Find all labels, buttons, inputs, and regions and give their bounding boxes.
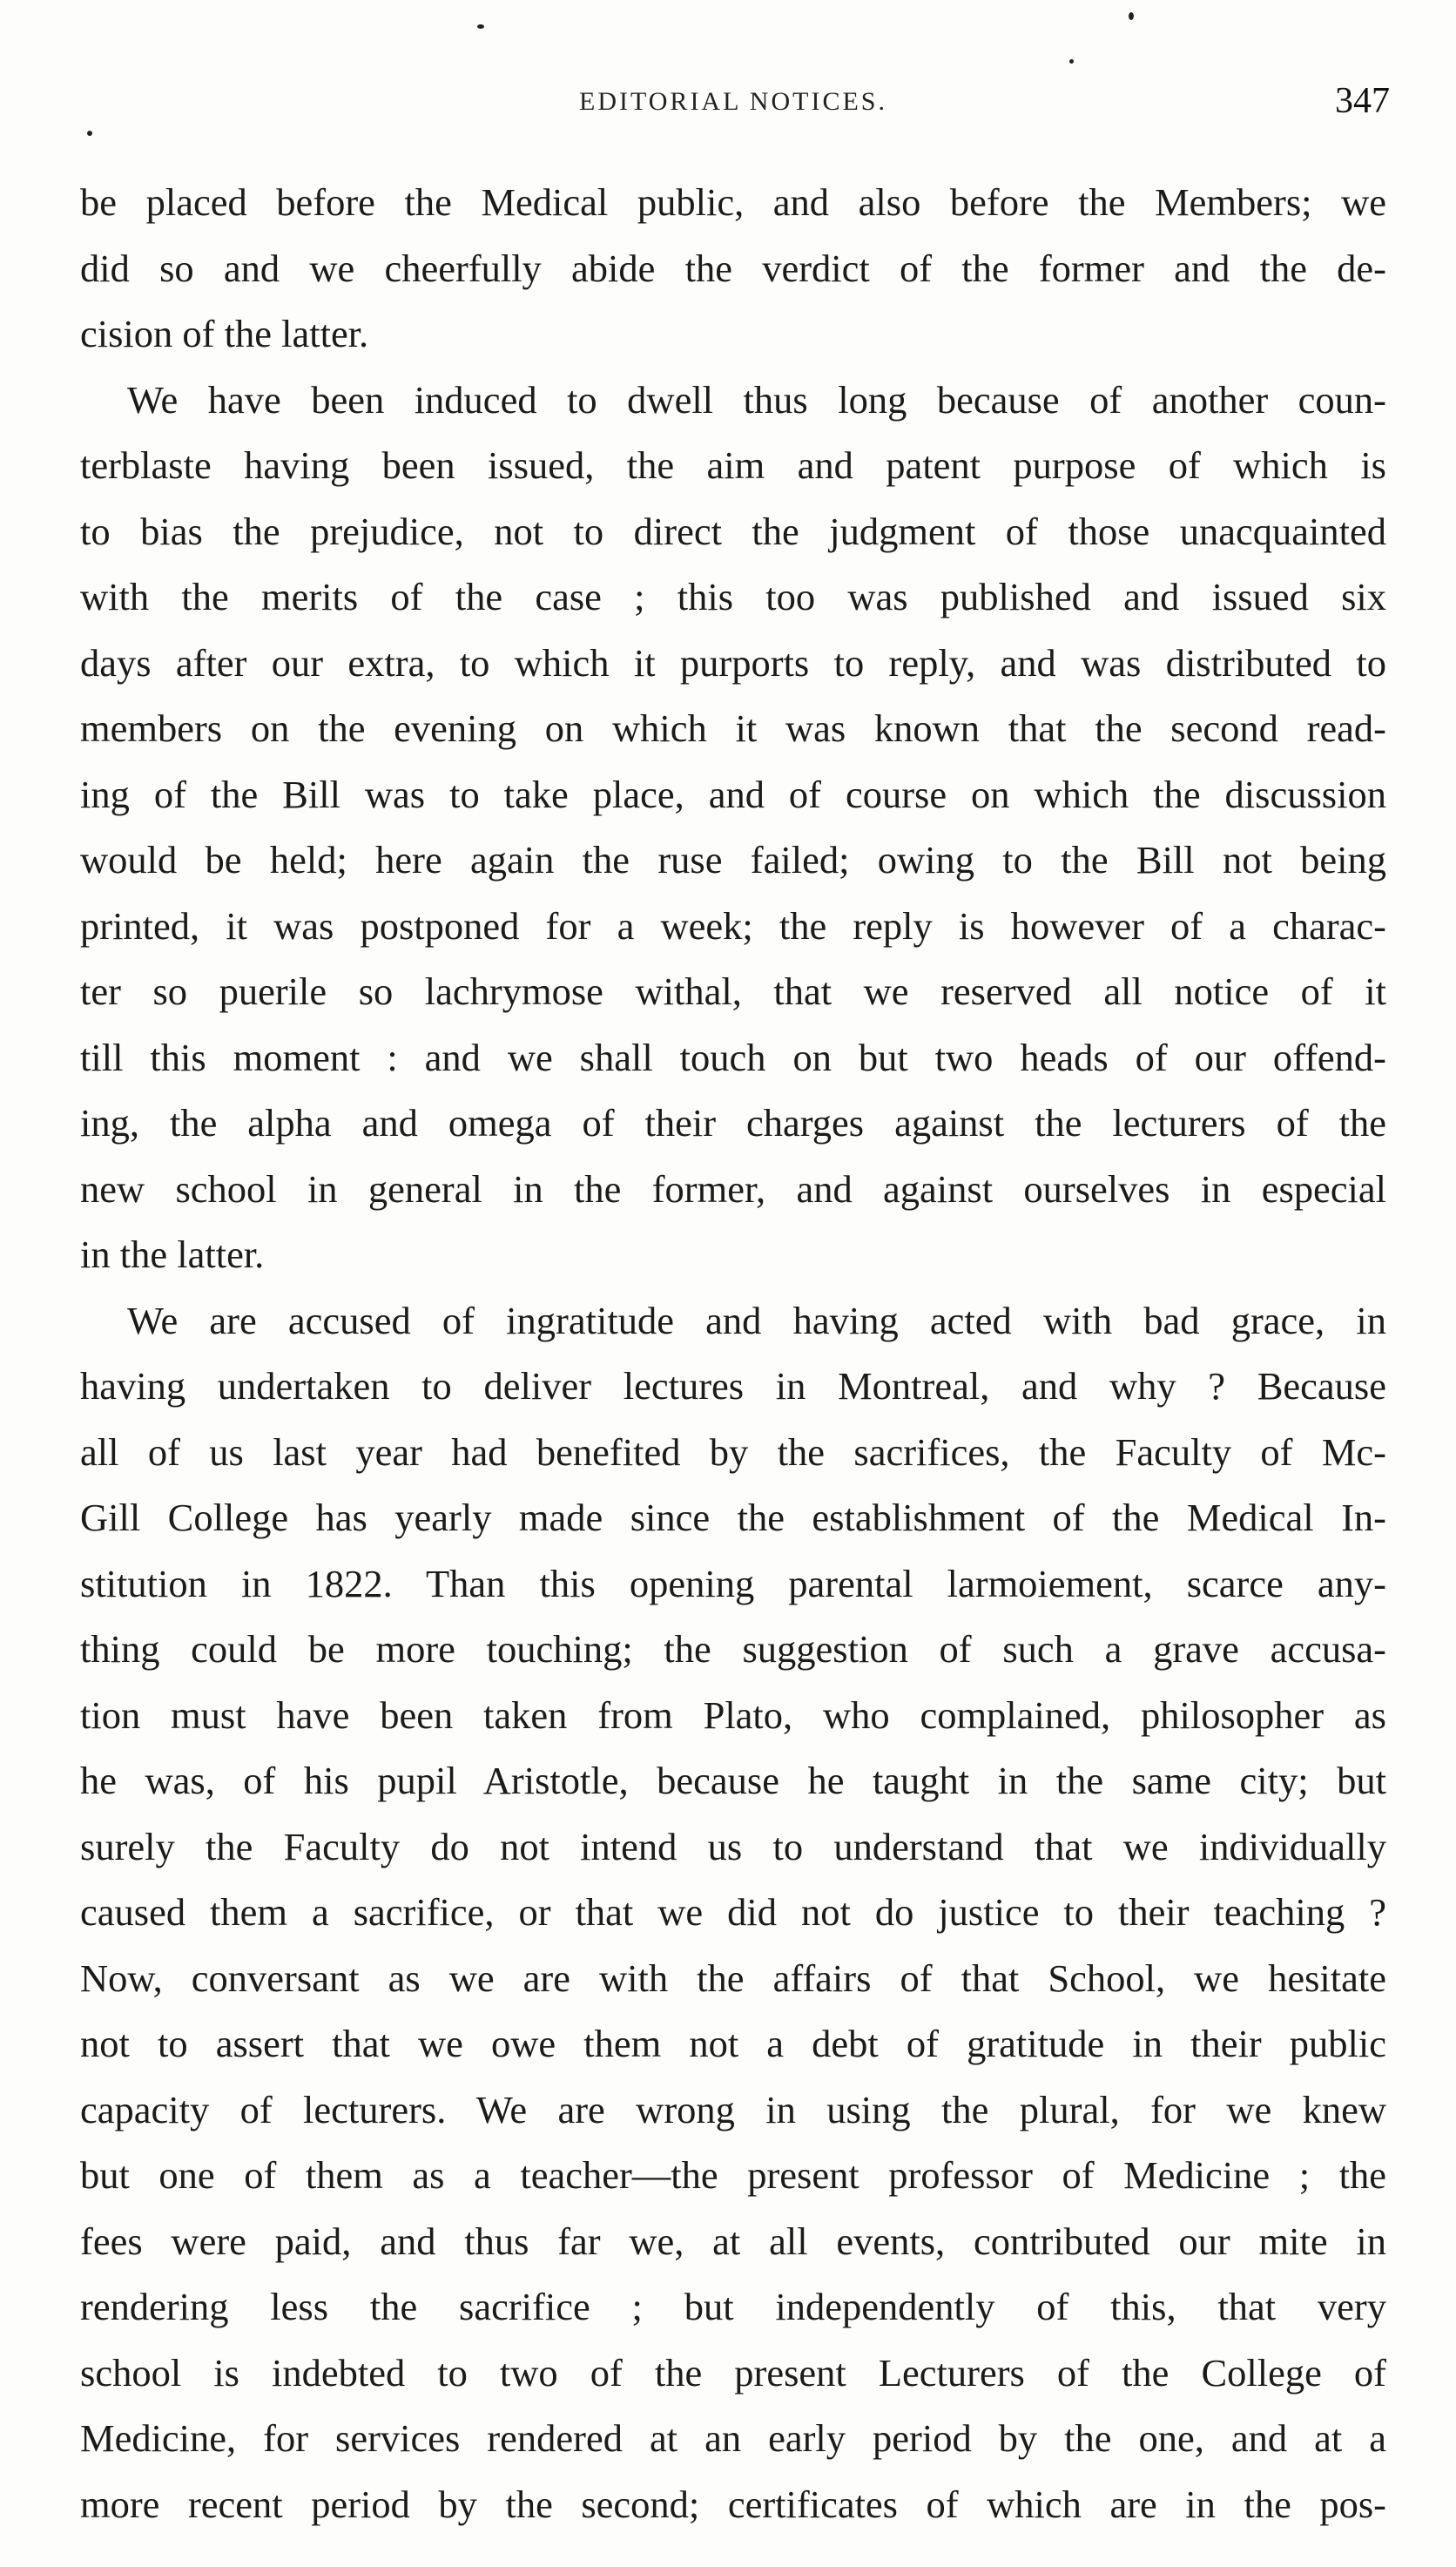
text-line: Now, conversant as we are with the affairs of that School, we hesitate bbox=[80, 1956, 1386, 2000]
text-line: thing could be more touching; the suggestion of such a grave accusa- bbox=[80, 1627, 1386, 1671]
text-line: printed, it was postponed for a week; the reply is however of a charac- bbox=[80, 903, 1386, 948]
text-line: but one of them as a teacher—the present professor of Medicine ; the bbox=[80, 2153, 1386, 2197]
text-line: would be held; here again the ruse failed; owing to the Bill not being bbox=[80, 838, 1386, 882]
text-line: days after our extra, to which it purports to reply, and was distributed to bbox=[80, 640, 1386, 685]
text-line: ter so puerile so lachrymose withal, that we reserved all notice of it bbox=[80, 969, 1386, 1013]
text-line: We are accused of ingratitude and having acted with bad grace, in bbox=[127, 1298, 1386, 1342]
text-line: having undertaken to deliver lectures in Montreal, and why ? Because bbox=[80, 1364, 1386, 1408]
print-speck bbox=[477, 24, 484, 29]
text-line: in the latter. bbox=[80, 1233, 265, 1276]
text-line: Gill College has yearly made since the establishment of the Medical In- bbox=[80, 1496, 1386, 1539]
text-line: not to assert that we owe them not a debt of gratitude in their public bbox=[80, 2022, 1386, 2065]
text-line: be placed before the Medical public, and also before the Members; we bbox=[80, 180, 1386, 224]
text-line: tion must have been taken from Plato, who complained, philosopher as bbox=[80, 1692, 1386, 1737]
page-header bbox=[77, 80, 1390, 132]
print-speck bbox=[1129, 12, 1134, 20]
text-line: capacity of lecturers. We are wrong in using the plural, for we knew bbox=[80, 2087, 1386, 2131]
text-line: till this moment : and we shall touch on but two heads of our offend- bbox=[80, 1035, 1386, 1079]
body-text bbox=[80, 170, 1386, 2537]
text-line: new school in general in the former, and against ourselves in especial bbox=[80, 1166, 1386, 1211]
text-line: ing, the alpha and omega of their charges against the lecturers of the bbox=[80, 1101, 1386, 1145]
text-line: members on the evening on which it was known that the second read- bbox=[80, 706, 1386, 750]
text-line: terblaste having been issued, the aim and patent purpose of which is bbox=[80, 443, 1386, 487]
text-line: We have been induced to dwell thus long because of another coun- bbox=[127, 377, 1386, 422]
print-speck bbox=[1069, 59, 1074, 64]
text-line: to bias the prejudice, not to direct the judgment of those unacquainted bbox=[80, 509, 1386, 553]
text-line: all of us last year had benefited by the sacrifices, the Faculty of Mc- bbox=[80, 1429, 1386, 1474]
page-number: 347 bbox=[1335, 81, 1390, 121]
text-line: more recent period by the second; certificates of which are in the pos- bbox=[80, 2482, 1386, 2526]
text-line: cision of the latter. bbox=[80, 312, 369, 355]
text-line: stitution in 1822. Than this opening parental larmoiement, scarce any- bbox=[80, 1561, 1386, 1605]
text-line: caused them a sacrifice, or that we did not do justice to their teaching ? bbox=[80, 1890, 1386, 1934]
text-line: rendering less the sacrifice ; but independently of this, that very bbox=[80, 2285, 1386, 2328]
text-line: with the merits of the case ; this too was published and issued six bbox=[80, 575, 1386, 618]
text-line: Medicine, for services rendered at an early period by the one, and at a bbox=[80, 2416, 1386, 2460]
text-line: school is indebted to two of the present Lecturers of the College of bbox=[80, 2350, 1386, 2395]
text-line: ing of the Bill was to take place, and of course on which the discussion bbox=[80, 772, 1386, 816]
text-line: surely the Faculty do not intend us to understand that we individually bbox=[80, 1824, 1386, 1868]
text-line: did so and we cheerfully abide the verdict of the former and the de- bbox=[80, 246, 1386, 290]
text-line: fees were paid, and thus far we, at all events, contributed our mite in bbox=[80, 2219, 1386, 2263]
text-line: he was, of his pupil Aristotle, because he taught in the same city; but bbox=[80, 1759, 1386, 1802]
running-head: EDITORIAL NOTICES. bbox=[579, 87, 887, 116]
